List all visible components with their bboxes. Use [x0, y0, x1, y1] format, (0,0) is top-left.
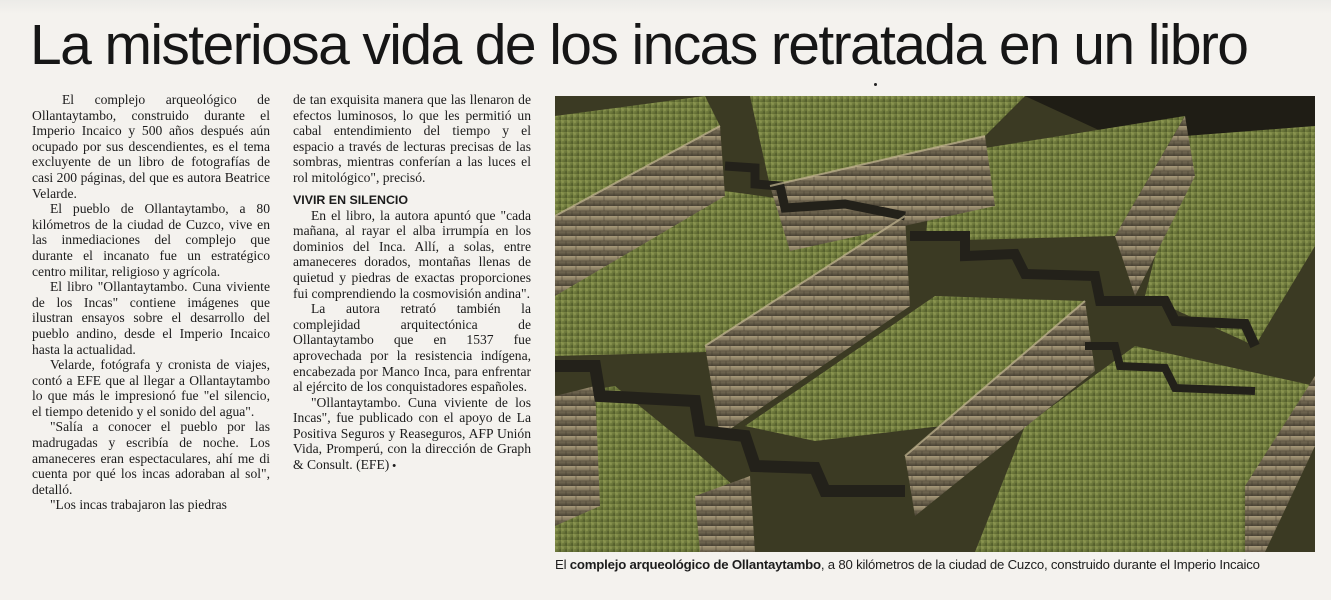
- caption-lead: El: [555, 557, 567, 572]
- paragraph: El libro "Ollantaytambo. Cuna viviente de los Incas" contiene imágenes que ilustran ensayos sobre el desarrollo del pueblo andino, desde el Imperio Incaico hasta la actualidad.: [32, 279, 270, 357]
- paragraph: El pueblo de Ollantaytambo, a 80 kilómetros de la ciudad de Cuzco, vive en las inmediaciones del complejo que durante el incanato fue un estratégico centro militar, religioso y agrícola.: [32, 201, 270, 279]
- paragraph: "Salía a conocer el pueblo por las madrugadas y escribía de noche. Los amaneceres eran espectaculares, ahí me di cuenta por qué los incas adoraban al sol", detalló.: [32, 419, 270, 497]
- paragraph-text: "Ollantaytambo. Cuna viviente de los Incas", fue publicado con el apoyo de La Positiva Seguros y Reaseguros, AFP Unión Vida, Promperú, con la dirección de Graph & Consult. (EFE): [293, 394, 531, 473]
- paragraph: de tan exquisita manera que las llenaron de efectos luminosos, lo que les permitió un cabal entendimiento del tiempo y el espacio a través de lecturas precisas de las sombras, mientras conferían a las luces el rol mitológico", precisó.: [293, 92, 531, 185]
- paragraph: [293, 395, 531, 475]
- section-subhead: VIVIR EN SILENCIO: [293, 192, 408, 207]
- end-of-article-mark: •: [392, 460, 397, 473]
- terraces-illustration: [555, 96, 1315, 552]
- article-column-1: [32, 92, 270, 513]
- terraces-photo: [555, 96, 1315, 552]
- stone-wall: [555, 386, 600, 526]
- previous-page-strip: [0, 0, 1331, 14]
- article-column-2: [293, 92, 531, 475]
- print-speck: [874, 83, 877, 86]
- paragraph: Velarde, fotógrafa y cronista de viajes, contó a EFE que al llegar a Ollantaytambo lo que más le impresionó fue "el silencio, el tiempo detenido y el sonido del agua".: [32, 357, 270, 419]
- caption-bold: complejo arqueológico de Ollantaytambo: [569, 557, 821, 572]
- headline: La misteriosa vida de los incas retratada en un libro: [30, 13, 1248, 77]
- paragraph: El complejo arqueológico de Ollantaytambo, construido durante el Imperio Incaico y 500 años después aún ocupado por sus descendientes, es el tema excluyente de un libro de fotografías de casi 200 páginas, del que es autora Beatrice Velarde.: [32, 92, 270, 201]
- paragraph: La autora retrató también la complejidad arquitectónica de Ollantaytambo que en 1537 fue aprovechada por la resistencia indígena, encabezada por Manco Inca, para enfrentar al ejército de los conquistadores españoles.: [293, 301, 531, 395]
- paragraph: En el libro, la autora apuntó que "cada mañana, al rayar el alba irrumpía en los dominios del Inca. Allí, a solas, entre amaneceres dorados, montañas llenas de quietud y piedras de exactas proporciones fui comprendiendo la cosmovisión andina".: [293, 207, 531, 301]
- paragraph: "Los incas trabajaron las piedras: [50, 497, 227, 513]
- photo-caption: [555, 557, 1325, 573]
- caption-rest: , a 80 kilómetros de la ciudad de Cuzco, construido durante el Imperio Incaico: [820, 557, 1260, 572]
